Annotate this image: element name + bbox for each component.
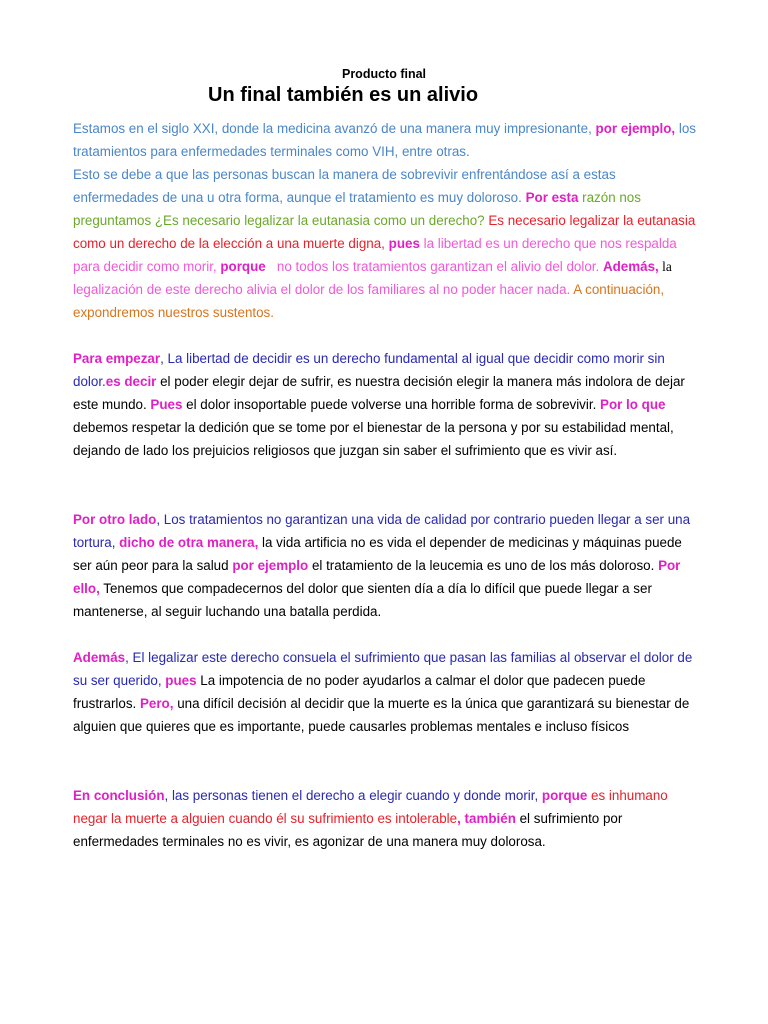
body-text: debemos respetar la dedición que se tome por el bienestar de la persona y por su estabilidad mental, dejando de lado los prejuicios religiosos que juzgan sin saber el sufrimiento que es vivir así. xyxy=(73,397,678,458)
paragraph-por-otro-lado xyxy=(73,508,699,623)
connector-text: es decir xyxy=(105,374,157,389)
connector-text: porque xyxy=(220,259,266,274)
connector-text: por ejemplo, xyxy=(595,121,676,136)
paragraph-ademas xyxy=(73,646,699,738)
body-text: razón nos preguntamos ¿Es necesario legalizar la eutanasia como un derecho? xyxy=(73,190,645,228)
connector-text: Pues xyxy=(150,397,183,412)
body-text: , La libertad de decidir es un derecho fundamental al igual que decidir como morir sin dolor. xyxy=(73,351,669,389)
body-text: Estamos en el siglo XXI, donde la medicina avanzó de una manera muy impresionante, xyxy=(73,121,596,136)
paragraph-conclusion xyxy=(73,784,699,853)
body-text: Es necesario legalizar la eutanasia como un derecho de la elección a una muerte digna, xyxy=(73,213,700,251)
connector-text: Por ello, xyxy=(73,558,685,596)
body-text: , las personas tienen el derecho a elegir cuando y donde morir, xyxy=(164,788,542,803)
connector-text: dicho de otra manera, xyxy=(119,535,259,550)
connector-text: Pero, xyxy=(139,696,174,711)
connector-text: por ejemplo xyxy=(232,558,309,573)
body-text: La impotencia de no poder ayudarlos a calmar el dolor que padecen puede frustrarlos. xyxy=(73,673,650,711)
document-title: Un final también es un alivio xyxy=(208,84,479,106)
body-text: una difícil decisión al decidir que la muerte es la única que garantizará su bienestar de alguien que quieres que es importante, puede causarles problemas mentales e incluso físicos xyxy=(73,696,694,734)
body-text: no todos los tratamientos garantizan el alivio del dolor. xyxy=(265,259,603,274)
body-text: el tratamiento de la leucemia es uno de los más doloroso. xyxy=(308,558,659,573)
body-text: es inhumano negar la muerte a alguien cuando él su sufrimiento es intolerable xyxy=(73,788,672,826)
body-text: el sufrimiento por enfermedades terminales no es vivir, es agonizar de una manera muy dolorosa. xyxy=(73,811,627,849)
paragraph-para-empezar xyxy=(73,347,699,462)
connector-text: , también xyxy=(457,811,516,826)
connector-text: En conclusión xyxy=(73,788,165,803)
body-text: A continuación, expondremos nuestros sustentos. xyxy=(73,282,668,320)
connector-text: pues xyxy=(388,236,420,251)
connector-text: Por lo que xyxy=(600,397,666,412)
body-text: el dolor insoportable puede volverse una horrible forma de sobrevivir. xyxy=(182,397,601,412)
document-kicker: Producto final xyxy=(341,67,427,81)
connector-text: Además xyxy=(73,650,126,665)
connector-text: pues xyxy=(165,673,197,688)
paragraph-introduction xyxy=(73,117,699,324)
body-text: , El legalizar este derecho consuela el sufrimiento que pasan las familias al observar el dolor de su ser querido, xyxy=(73,650,697,688)
body-text: legalización de este derecho alivia el dolor de los familiares al no poder hacer nada. xyxy=(73,282,574,297)
body-text: los tratamientos para enfermedades terminales como VIH, entre otras. xyxy=(73,121,700,159)
body-text: Tenemos que compadecernos del dolor que sienten día a día lo difícil que puede llegar a ser mantenerse, al seguir luchando una batalla perdida. xyxy=(73,581,656,619)
connector-text: Por esta xyxy=(525,190,579,205)
body-text: Esto se debe a que las personas buscan la manera de sobrevivir enfrentándose así a estas enfermedades de una u otra forma, aunque el tratamiento es muy doloroso. xyxy=(73,167,620,205)
connector-text: porque xyxy=(541,788,588,803)
body-text: la libertad es un derecho que nos respalda para decidir como morir, xyxy=(73,236,681,274)
body-text: , Los tratamientos no garantizan una vida de calidad por contrario pueden llegar a ser una tortura, xyxy=(73,512,694,550)
body-text: la xyxy=(658,259,676,274)
connector-text: Además, xyxy=(602,259,659,274)
body-text: la vida artificia no es vida el depender de medicinas y máquinas puede ser aún peor para la salud xyxy=(73,535,686,573)
connector-text: Por otro lado xyxy=(73,512,157,527)
connector-text: Para empezar xyxy=(73,351,161,366)
body-text: el poder elegir dejar de sufrir, es nuestra decisión elegir la manera más indolora de dejar este mundo. xyxy=(73,374,689,412)
